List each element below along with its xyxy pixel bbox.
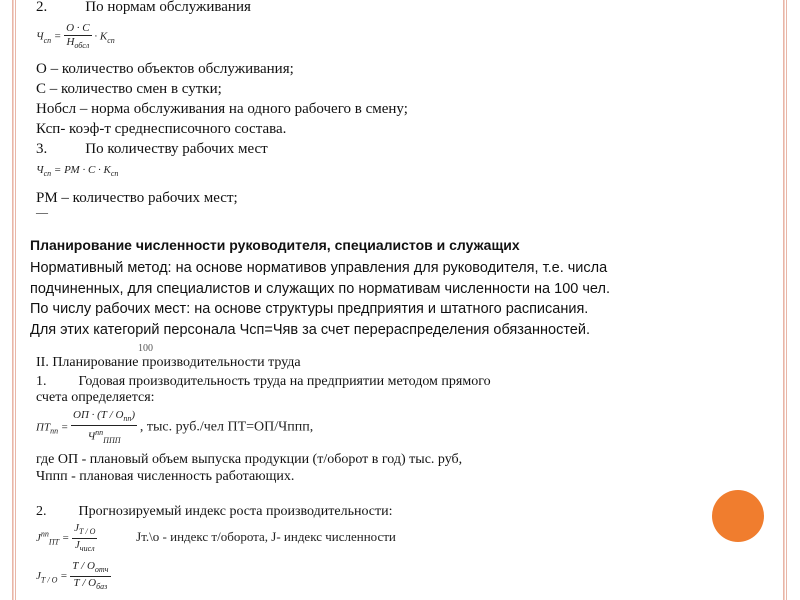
text-line-pm: РМ – количество рабочих мест;: [36, 190, 238, 206]
bottom-section: [34, 342, 674, 600]
formula-3: $ПТ_{пп}$ = $\frac{ОП \cdot (Т / О_{пп})}{Ч^{пп}_{ППП}}$ , тыс. руб./чел ПТ=ОП/Чппп,: [36, 409, 314, 446]
text-line-chppp: Чппп - плановая численность работающих.: [36, 469, 295, 484]
middle-line-3: По числу рабочих мест: на основе структуры предприятия и штатного расписания.: [30, 301, 589, 317]
decorative-circle: [712, 490, 764, 542]
heading-2-text: По нормам обслуживания: [85, 0, 251, 15]
heading-3: 3. По количеству рабочих мест: [36, 141, 268, 157]
heading-2: 2. По нормам обслуживания: [36, 0, 251, 15]
text-line-ksp: Ксп- коэф-т среднесписочного состава.: [36, 121, 287, 137]
formula-2: $Ч_{сп}$ = РМ · $С \cdot К_{сп}$: [36, 164, 119, 179]
middle-line-1: Нормативный метод: на основе нормативов управления для руководителя, т.е. числа: [30, 260, 608, 276]
item-2-text: Прогнозируемый индекс роста производительности:: [78, 504, 393, 519]
middle-title: Планирование численности руководителя, специалистов и служащих: [30, 237, 520, 253]
item-2: 2. Прогнозируемый индекс роста производительности:: [36, 504, 393, 519]
cut-text: 100: [138, 343, 153, 354]
formula-5: $J_{Т / О}$ = $\frac{Т / О_{отч}}{Т / О_{баз}}$: [36, 560, 109, 592]
text-line-nobsl: Нобсл – норма обслуживания на одного рабочего в смену;: [36, 101, 408, 117]
text-line-c: С – количество смен в сутки;: [36, 81, 222, 97]
formula-1: $Ч_{сп}$ = $\frac{О \cdot С}{Н_{обсл}}$ · $К_{сп}$: [36, 22, 115, 51]
middle-line-4: Для этих категорий персонала Чсп=Чяв за счет перераспределения обязанностей.: [30, 321, 590, 338]
middle-block: [30, 236, 750, 340]
item-1: 1. Годовая производительность труда на предприятии методом прямого: [36, 374, 491, 389]
left-border: [12, 0, 16, 600]
top-section: [34, 0, 554, 219]
item-1-text: Годовая производительность труда на предприятии методом прямого: [78, 374, 491, 389]
text-line-op: где ОП - плановый объем выпуска продукции (т/оборот в год) тыс. руб,: [36, 452, 463, 467]
text-line-o: О – количество объектов обслуживания;: [36, 61, 294, 77]
formula-4: $J^{пп}_{ПТ}$ = $\frac{J_{Т / О}}{J_{числ}}$ Jт.\о - индекс т/оборота, J- индекс численности: [36, 522, 396, 554]
heading-3-text: По количеству рабочих мест: [85, 141, 268, 157]
section-ii: II. Планирование производительности труда: [36, 355, 301, 370]
dash: —: [36, 205, 48, 219]
right-border: [783, 0, 787, 600]
item-1-cont: счета определяется:: [36, 390, 155, 405]
middle-line-2: подчиненных, для специалистов и служащих по нормативам численности на 100 чел.: [30, 280, 610, 297]
